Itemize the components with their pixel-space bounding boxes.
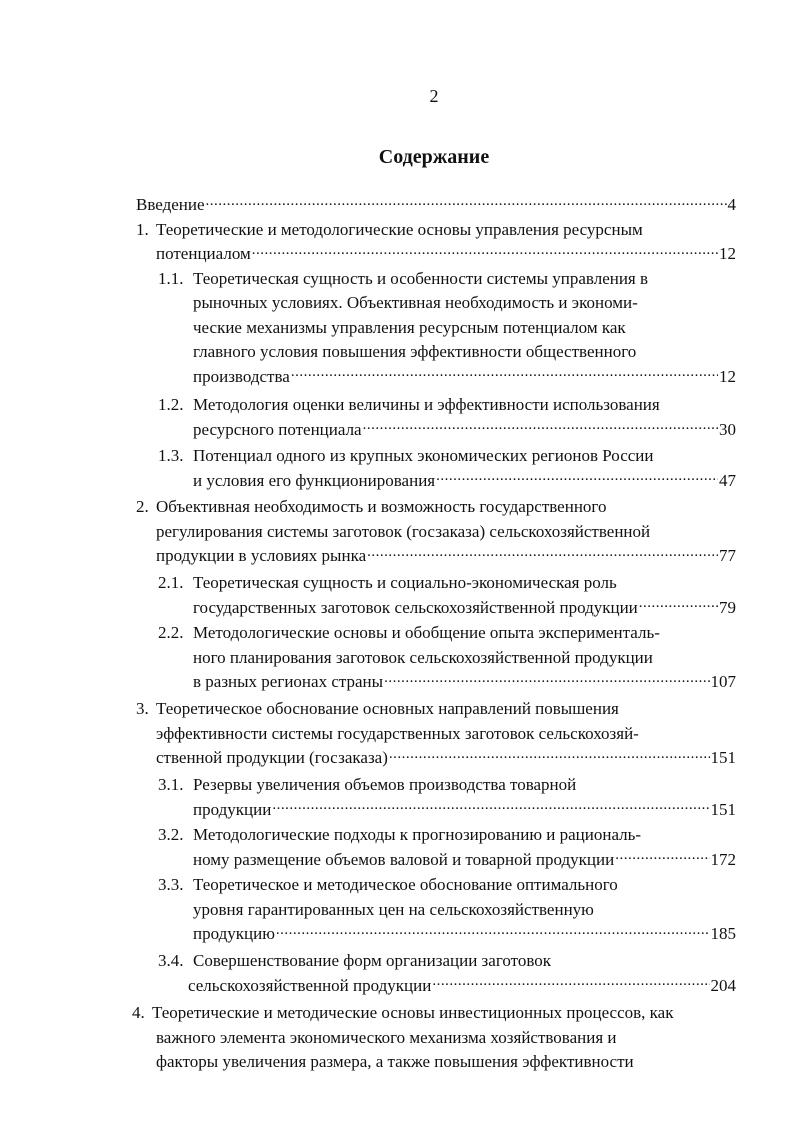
toc-entry-title: уровня гарантированных цен на сельскохозяйственную <box>193 899 594 919</box>
toc-entry-chapter-2[interactable] <box>136 495 736 569</box>
leader-dots <box>436 469 718 486</box>
toc-entry-title: Теоретическое и методическое обоснование оптимального <box>193 875 618 894</box>
toc-entry-section-2-1[interactable] <box>158 571 736 620</box>
toc-entry-number: 1. <box>136 219 149 239</box>
toc-entry-intro[interactable] <box>136 193 736 218</box>
toc-entry-title: продукции в условиях рынка <box>156 546 367 565</box>
leader-dots <box>291 365 718 382</box>
toc-entry-title: производства <box>193 366 290 386</box>
toc-entry-title: Совершенствование форм организации заготовок <box>193 951 552 970</box>
toc-page-number: 204 <box>710 975 736 995</box>
toc-entry-title: ресурсного потенциала <box>193 419 362 439</box>
toc-entry-title: ческие механизмы управления ресурсным потенциалом как <box>193 317 626 337</box>
toc-entry-number: 3.3. <box>158 875 184 894</box>
toc-entry-title: ному размещение объемов валовой и товарной продукции <box>193 849 615 869</box>
toc-page-number: 77 <box>719 546 736 565</box>
toc-entry-title: важного элемента экономического механизма хозяйствования и <box>156 1027 617 1047</box>
toc-entry-number: 2. <box>136 497 149 516</box>
toc-page-number: 12 <box>719 244 736 263</box>
toc-entry-title: ного планирования заготовок сельскохозяйственной продукции <box>193 647 653 667</box>
toc-entry-number: 1.3. <box>158 446 184 465</box>
toc-entry-number: 3. <box>136 699 149 718</box>
toc-page-number: 151 <box>710 799 736 819</box>
leader-dots <box>367 544 718 561</box>
leader-dots <box>384 670 709 687</box>
toc-entry-title: Теоретическая сущность и особенности системы управления в <box>193 268 649 288</box>
toc-entry-section-1-2[interactable] <box>158 393 736 442</box>
leader-dots <box>206 193 727 210</box>
toc-entry-title: государственных заготовок сельскохозяйственной продукции <box>193 597 638 617</box>
toc-entry-number: 1.1. <box>158 268 184 288</box>
toc-entry-section-1-1[interactable] <box>158 267 736 390</box>
toc-page-number: 4 <box>727 195 736 214</box>
toc-entry-title: Резервы увеличения объемов производства товарной <box>193 775 577 794</box>
page-title: Содержание <box>378 146 490 168</box>
toc-entry-section-3-4[interactable] <box>158 949 736 998</box>
toc-entry-number: 3.4. <box>158 951 184 970</box>
toc-entry-title: Теоретическое обоснование основных направлений повышения <box>156 699 619 718</box>
toc-entry-number: 3.2. <box>158 825 184 844</box>
toc-page-number: 185 <box>710 924 736 943</box>
toc-entry-title: главного условия повышения эффективности общественного <box>193 342 637 361</box>
toc-entry-title: эффективности системы государственных заготовок сельскохозяй- <box>156 723 639 743</box>
toc-entry-title: Методологические основы и обобщение опыта эксперименталь- <box>193 623 660 642</box>
toc-entry-title: ственной продукции (госзаказа) <box>156 748 388 767</box>
toc-entry-title: и условия его функционирования <box>193 470 436 490</box>
toc-page-number: 30 <box>719 419 736 439</box>
leader-dots <box>272 798 709 815</box>
toc-entry-section-3-2[interactable] <box>158 823 736 872</box>
leader-dots <box>276 922 710 939</box>
toc-entry-title: Теоретическая сущность и социально-экономическая роль <box>193 573 617 592</box>
leader-dots <box>389 746 710 763</box>
toc-page-number: 107 <box>710 672 736 691</box>
toc-entry-title: в разных регионах страны <box>193 672 384 691</box>
toc-entry-title: Теоретические и методологические основы управления ресурсным <box>156 219 643 239</box>
toc-entry-title: Методология оценки величины и эффективности использования <box>193 395 660 414</box>
leader-dots <box>639 596 718 613</box>
leader-dots <box>363 418 718 435</box>
toc-entry-title: сельскохозяйственной продукции <box>188 975 432 995</box>
toc-entry-section-3-3[interactable] <box>158 873 736 947</box>
toc-entry-title: рыночных условиях. Объективная необходимость и экономи- <box>193 293 638 312</box>
toc-page-number: 47 <box>719 470 736 490</box>
toc-page-number: 12 <box>719 366 736 386</box>
toc-entry-number: 3.1. <box>158 775 184 794</box>
toc-entry-title: продукции <box>193 799 272 819</box>
toc-entry-chapter-1[interactable] <box>136 218 736 267</box>
toc-entry-section-3-1[interactable] <box>158 773 736 822</box>
toc-entry-number: 4. <box>132 1003 145 1022</box>
toc-entry-section-1-3[interactable] <box>158 444 736 493</box>
toc-entry-title: Методологические подходы к прогнозированию и рациональ- <box>193 825 642 844</box>
toc-page-number: 172 <box>710 849 736 869</box>
toc-entry-title: факторы увеличения размера, а также повышения эффективности <box>156 1052 634 1071</box>
toc-entry-number: 2.1. <box>158 573 184 592</box>
leader-dots <box>432 974 709 991</box>
toc-page-number: 79 <box>719 597 736 617</box>
page-number: 2 <box>429 86 439 106</box>
toc-entry-title: Введение <box>136 195 205 214</box>
toc-entry-number: 1.2. <box>158 395 184 414</box>
toc-entry-title: Теоретические и методические основы инвестиционных процессов, как <box>152 1003 674 1022</box>
toc-entry-title: продукцию <box>193 924 275 943</box>
toc-entry-section-2-2[interactable] <box>158 621 736 695</box>
toc-entry-chapter-3[interactable] <box>136 697 736 771</box>
leader-dots <box>615 848 709 865</box>
toc-page-number: 151 <box>710 748 736 767</box>
toc-entry-title: Объективная необходимость и возможность государственного <box>156 497 607 516</box>
toc-entry-title: Потенциал одного из крупных экономических регионов России <box>193 446 654 465</box>
leader-dots <box>252 242 718 259</box>
toc-entry-number: 2.2. <box>158 623 184 642</box>
toc-entry-chapter-4[interactable] <box>132 1001 742 1075</box>
toc-entry-title: регулирования системы заготовок (госзаказа) сельскохозяйственной <box>156 521 651 541</box>
toc-entry-title: потенциалом <box>156 244 251 263</box>
